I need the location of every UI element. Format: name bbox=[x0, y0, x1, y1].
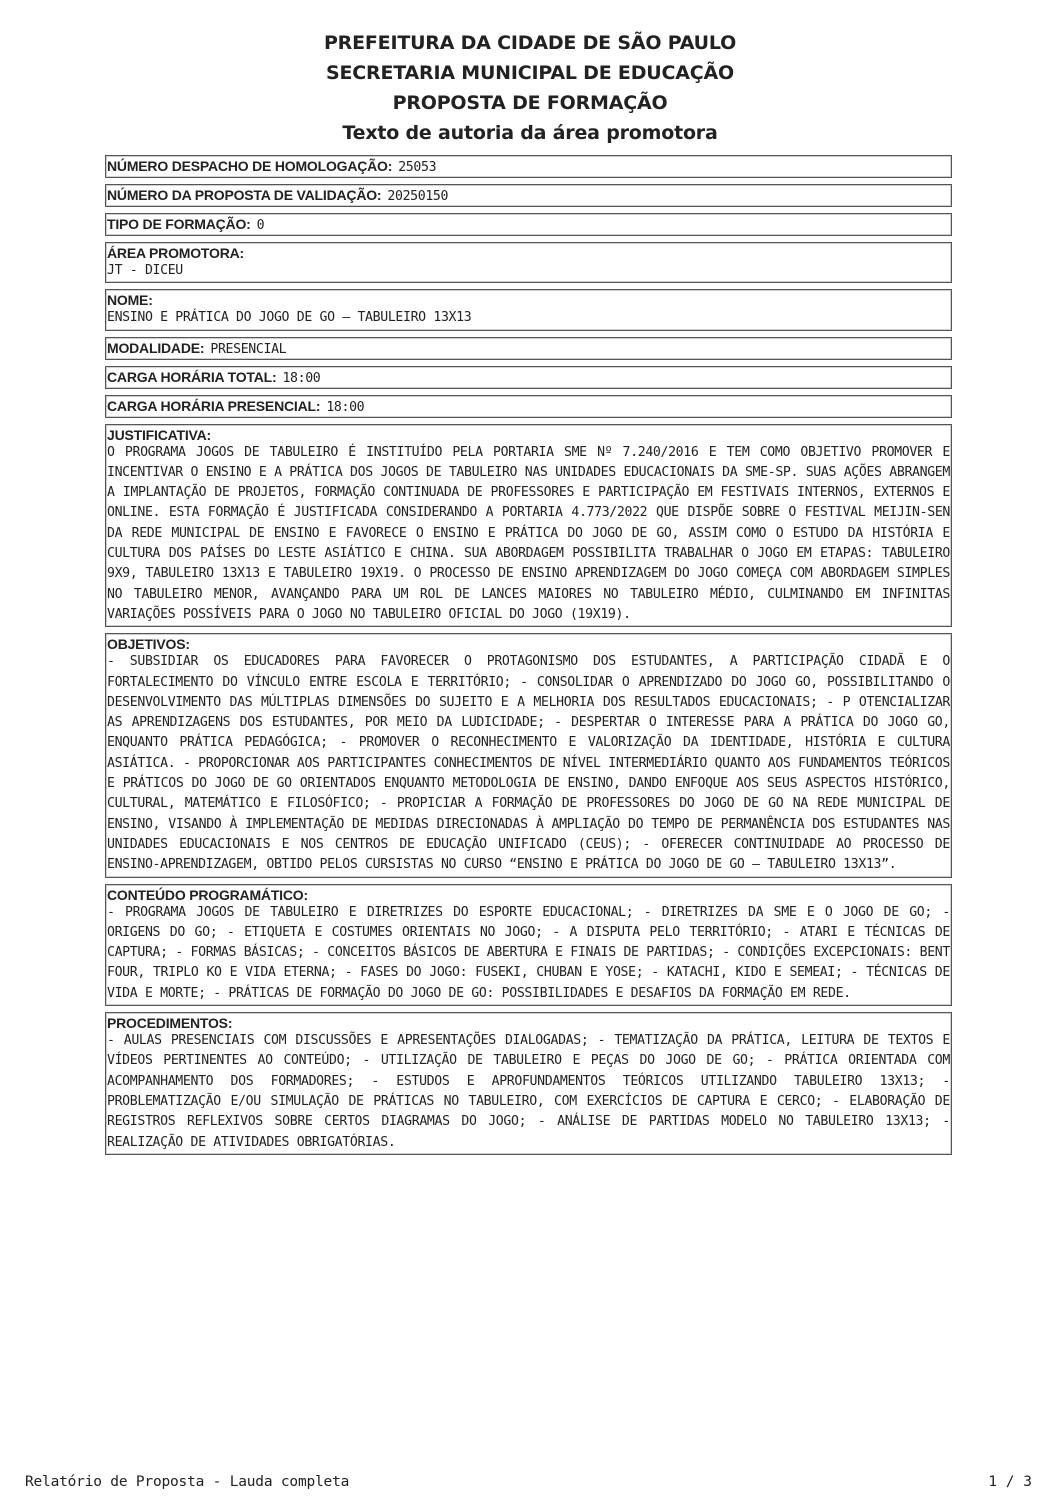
field-label: NÚMERO DESPACHO DE HOMOLOGAÇÃO: bbox=[107, 158, 393, 174]
field-justificativa bbox=[105, 424, 952, 628]
footer-report-title: Relatório de Proposta - Lauda completa bbox=[25, 1474, 350, 1490]
field-procedimentos bbox=[105, 1012, 952, 1155]
field-value: - SUBSIDIAR OS EDUCADORES PARA FAVORECER O PROTAGONISMO DOS ESTUDANTES, A PARTICIPAÇÃO CIDADÃ E O FORTALECIMENTO DO VÍNCULO ENTRE ESCOLA E TERRITÓRIO; - CONSOLIDAR O APRENDIZADO DO JOGO GO, POSSIBILITANDO O DESENVOLVIMENTO DAS MÚLTIPLAS DIMENSÕES DO SUJEITO E A MELHORIA DOS RESULTADOS EDUCACIONAIS; - P OTENCIALIZAR AS APRENDIZAGENS DOS ESTUDANTES, POR MEIO DA LUDICIDADE; - DESPERTAR O INTERESSE PARA A PRÁTICA DO JOGO GO, ENQUANTO PRÁTICA PEDAGÓGICA; - PROMOVER O RECONHECIMENTO E VALORIZAÇÃO DA IDENTIDADE, HISTÓRIA E CULTURA ASIÁTICA. - PROPORCIONAR AOS PARTICIPANTES CONHECIMENTOS DE NÍVEL INTERMEDIÁRIO QUANTO AOS FUNDAMENTOS TEÓRICOS E PRÁTICOS DO JOGO DE GO ORIENTADOS ENQUANTO METODOLOGIA DE ENSINO, DANDO ENFOQUE AOS SEUS ASPECTOS HISTÓRICO, CULTURAL, MATEMÁTICO E FILOSÓFICO; - PROPICIAR A FORMAÇÃO DE PROFESSORES DO JOGO DE GO NA REDE MUNICIPAL DE ENSINO, VISANDO À IMPLEMENTAÇÃO DE MEDIDAS DIRECIONADAS À AMPLIAÇÃO DO TEMPO DE PERMANÊNCIA DOS ESTUDANTES NAS UNIDADES EDUCACIONAIS E NOS CENTROS DE EDUCAÇÃO UNIFICADO (CEUS); - OFERECER CONTINUIDADE AO PROCESSO DE ENSINO-APRENDIZAGEM, OBTIDO PELOS CURSISTAS NO CURSO “ENSINO E PRÁTICA DO JOGO DE GO — TABULEIRO 13X13”. bbox=[107, 654, 950, 873]
proposal-fields bbox=[105, 155, 952, 1161]
field-carga-presencial bbox=[105, 395, 952, 418]
field-conteudo-programatico bbox=[105, 884, 952, 1006]
field-value: ENSINO E PRÁTICA DO JOGO DE GO — TABULEIRO 13X13 bbox=[107, 310, 472, 326]
field-value: O PROGRAMA JOGOS DE TABULEIRO É INSTITUÍDO PELA PORTARIA SME Nº 7.240/2016 E TEM COMO OBJETIVO PROMOVER E INCENTIVAR O ENSINO E A PRÁTICA DOS JOGOS DE TABULEIRO NAS UNIDADES EDUCACIONAIS DA SME-SP. SUAS AÇÕES ABRANGEM A IMPLANTAÇÃO DE PROJETOS, FORMAÇÃO CONTINUADA DE PROFESSORES E PARTICIPAÇÃO EM FESTIVAIS INTERNOS, EXTERNOS E ONLINE. ESTA FORMAÇÃO É JUSTIFICADA CONSIDERANDO A PORTARIA 4.773/2022 QUE DISPÕE SOBRE O FESTIVAL MEIJIN-SEN DA REDE MUNICIPAL DE ENSINO E FAVORECE O ENSINO E PRÁTICA DO JOGO DE GO, ASSIM COMO O ESTUDO DA HISTÓRIA E CULTURA DOS PAÍSES DO LESTE ASIÁTICO E CHINA. SUA ABORDAGEM POSSIBILITA TRABALHAR O JOGO EM ETAPAS: TABULEIRO 9X9, TABULEIRO 13X13 E TABULEIRO 19X19. O PROCESSO DE ENSINO APRENDIZAGEM DO JOGO COMEÇA COM ABORDAGEM SIMPLES NO TABULEIRO MENOR, AVANÇANDO PARA UM ROL DE LANCES MAIORES NO TABULEIRO MÉDIO, CULMINANDO EM INFINITAS VARIAÇÕES POSSÍVEIS PARA O JOGO NO TABULEIRO OFICIAL DO JOGO (19X19). bbox=[107, 444, 950, 622]
field-value: 18:00 bbox=[282, 370, 321, 386]
field-label: TIPO DE FORMAÇÃO: bbox=[107, 216, 251, 232]
page-number: 1 / 3 bbox=[988, 1474, 1032, 1490]
field-value: JT - DICEU bbox=[107, 263, 183, 278]
field-label: CARGA HORÁRIA PRESENCIAL: bbox=[107, 397, 321, 414]
field-value: 18:00 bbox=[326, 399, 365, 415]
field-label: MODALIDADE: bbox=[107, 339, 205, 356]
field-area-promotora bbox=[105, 242, 952, 283]
field-despacho bbox=[105, 155, 952, 178]
field-value: 0 bbox=[256, 218, 265, 233]
field-value: - AULAS PRESENCIAIS COM DISCUSSÕES E APRESENTAÇÕES DIALOGADAS; - TEMATIZAÇÃO DA PRÁTICA, LEITURA DE TEXTOS E VÍDEOS PERTINENTES AO CONTEÚDO; - UTILIZAÇÃO DE TABULEIRO E PEÇAS DO JOGO DE GO; - PRÁTICA ORIENTADA COM ACOMPANHAMENTO DOS FORMADORES; - ESTUDOS E APROFUNDAMENTOS TEÓRICOS UTILIZANDO TABULEIRO 13X13; - PROBLEMATIZAÇÃO E/OU SIMULAÇÃO DE PRÁTICAS NO TABULEIRO, COM EXERCÍCIOS DE CAPTURA E CERCO; - ELABORAÇÃO DE REGISTROS REFLEXIVOS SOBRE CERTOS DIAGRAMAS DO JOGO; - ANÁLISE DE PARTIDAS MODELO NO TABULEIRO 13X13; - REALIZAÇÃO DE ATIVIDADES OBRIGATÓRIAS. bbox=[107, 1033, 950, 1150]
field-modalidade bbox=[105, 337, 952, 360]
field-tipo bbox=[105, 213, 952, 236]
header-line-4: Texto de autoria da área promotora bbox=[342, 122, 718, 144]
field-value: PRESENCIAL bbox=[210, 341, 287, 357]
field-value: - PROGRAMA JOGOS DE TABULEIRO E DIRETRIZES DO ESPORTE EDUCACIONAL; - DIRETRIZES DA SME E O JOGO DE GO; - ORIGENS DO GO; - ETIQUETA E COSTUMES ORIENTAIS NO JOGO; - A DISPUTA PELO TERRITÓRIO; - ATARI E TÉCNICAS DE CAPTURA; - FORMAS BÁSICAS; - CONCEITOS BÁSICOS DE ABERTURA E FINAIS DE PARTIDAS; - CONDIÇÕES EXCEPCIONAIS: BENT FOUR, TRIPLO KO E VIDA ETERNA; - FASES DO JOGO: FUSEKI, CHUBAN E YOSE; - KATACHI, KIDO E SEMEAI; - TÉCNICAS DE VIDA E MORTE; - PRÁTICAS DE FORMAÇÃO DO JOGO DE GO: POSSIBILIDADES E DESAFIOS DA FORMAÇÃO EM REDE. bbox=[107, 904, 950, 1001]
document-header bbox=[0, 28, 1060, 148]
header-line-2: SECRETARIA MUNICIPAL DE EDUCAÇÃO bbox=[326, 62, 734, 84]
field-label: OBJETIVOS: bbox=[107, 636, 190, 653]
field-label: NOME: bbox=[107, 292, 153, 309]
field-carga-total bbox=[105, 366, 952, 389]
field-value: 20250150 bbox=[387, 189, 449, 204]
field-objetivos bbox=[105, 633, 952, 877]
header-line-3: PROPOSTA DE FORMAÇÃO bbox=[392, 92, 668, 114]
field-label: CONTEÚDO PROGRAMÁTICO: bbox=[107, 886, 308, 903]
field-nome bbox=[105, 289, 952, 330]
field-proposta bbox=[105, 184, 952, 207]
field-label: NÚMERO DA PROPOSTA DE VALIDAÇÃO: bbox=[107, 187, 382, 203]
field-label: CARGA HORÁRIA TOTAL: bbox=[107, 368, 277, 385]
field-label: JUSTIFICATIVA: bbox=[107, 426, 212, 443]
field-value: 25053 bbox=[398, 160, 437, 175]
header-line-1: PREFEITURA DA CIDADE DE SÃO PAULO bbox=[323, 32, 737, 54]
field-label: ÁREA PROMOTORA: bbox=[107, 245, 245, 261]
field-label: PROCEDIMENTOS: bbox=[107, 1015, 233, 1032]
